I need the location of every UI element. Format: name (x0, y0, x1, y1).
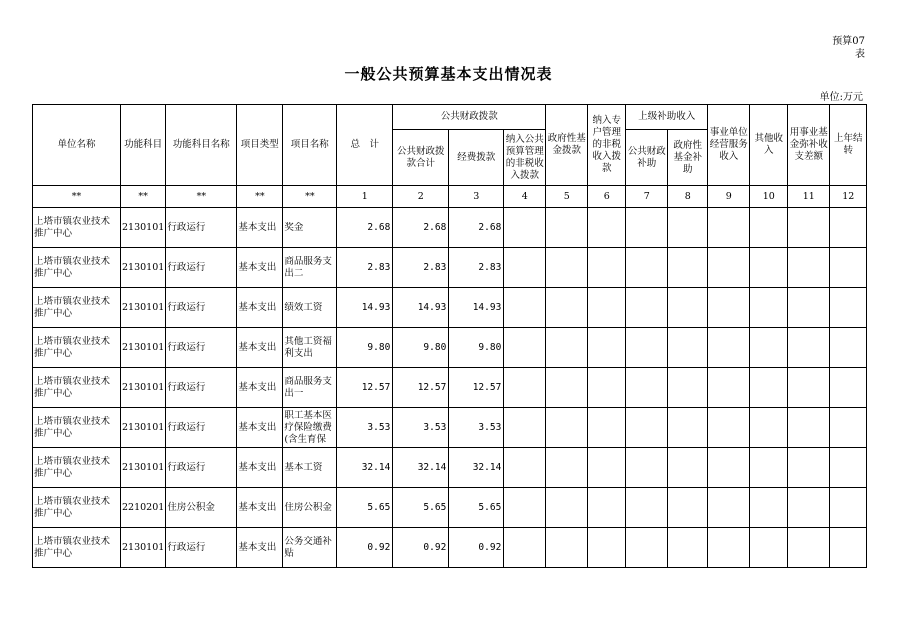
item-name-cell (283, 528, 337, 568)
item-name-cell (283, 288, 337, 328)
item-type-cell-text: 基本支出 (238, 341, 277, 353)
header-public-fiscal: 公共财政拨款 (393, 105, 546, 130)
unit-name-cell (33, 288, 121, 328)
public-fiscal-total-cell (393, 368, 449, 408)
func-name-cell-text: 行政运行 (167, 341, 206, 353)
empty-cell (588, 448, 626, 488)
item-name-cell-text: 公务交通补贴 (284, 535, 332, 559)
empty-cell (504, 208, 546, 248)
unit-name-cell (33, 448, 121, 488)
empty-cell (708, 368, 750, 408)
table-code-line1: 预算07 (832, 36, 865, 47)
header-gov-fund: 政府性基金拨款 (546, 105, 588, 186)
funds-cell (449, 408, 504, 448)
header-carryover: 上年结转 (830, 105, 867, 186)
item-name-cell (283, 408, 337, 448)
table-row (33, 448, 867, 488)
empty-cell (830, 448, 867, 488)
empty-cell (788, 408, 830, 448)
unit-name-cell (33, 248, 121, 288)
empty-cell (668, 208, 708, 248)
item-type-cell-text: 基本支出 (238, 301, 277, 313)
empty-cell (546, 368, 588, 408)
empty-cell (626, 208, 668, 248)
empty-cell (788, 208, 830, 248)
func-code-cell (121, 368, 166, 408)
empty-cell (830, 368, 867, 408)
unit-name-cell-text: 上塔市镇农业技术推广中心 (34, 335, 111, 359)
header-other: 其他收入 (750, 105, 788, 186)
index-cell: 5 (546, 186, 588, 208)
index-cell: 10 (750, 186, 788, 208)
total-cell-text: 5.65 (367, 501, 391, 513)
func-name-cell-text: 行政运行 (167, 301, 206, 313)
table-row (33, 368, 867, 408)
index-row (33, 186, 867, 208)
empty-cell (546, 208, 588, 248)
total-cell (337, 248, 393, 288)
item-name-cell-text: 住房公积金 (284, 501, 332, 513)
unit-name-cell-text: 上塔市镇农业技术推广中心 (34, 375, 111, 399)
public-fiscal-total-cell-text: 3.53 (423, 421, 447, 433)
item-type-cell-text: 基本支出 (238, 381, 277, 393)
func-code-cell (121, 488, 166, 528)
funds-cell-text: 14.93 (472, 301, 502, 313)
header-total: 总 计 (337, 105, 393, 186)
index-cell: ** (283, 186, 337, 208)
header-fund-balance: 用事业基金弥补收支差额 (788, 105, 830, 186)
empty-cell (626, 448, 668, 488)
header-funds: 经费拨款 (449, 130, 504, 186)
empty-cell (708, 248, 750, 288)
unit-name-cell-text: 上塔市镇农业技术推广中心 (34, 495, 111, 519)
empty-cell (708, 408, 750, 448)
func-code-cell (121, 528, 166, 568)
empty-cell (750, 328, 788, 368)
empty-cell (626, 408, 668, 448)
func-name-cell (166, 208, 237, 248)
total-cell-text: 12.57 (361, 381, 391, 393)
item-name-cell (283, 208, 337, 248)
func-code-cell (121, 288, 166, 328)
item-type-cell (237, 248, 283, 288)
empty-cell (830, 488, 867, 528)
funds-cell (449, 328, 504, 368)
empty-cell (588, 488, 626, 528)
unit-name-cell (33, 328, 121, 368)
func-code-cell-text: 2130101 (122, 381, 165, 393)
funds-cell-text: 32.14 (472, 461, 502, 473)
item-name-cell-text: 基本工资 (284, 461, 323, 473)
item-type-cell (237, 328, 283, 368)
empty-cell (668, 408, 708, 448)
empty-cell (626, 528, 668, 568)
func-name-cell (166, 448, 237, 488)
empty-cell (708, 328, 750, 368)
table-code-label (832, 35, 865, 61)
empty-cell (626, 288, 668, 328)
public-fiscal-total-cell (393, 528, 449, 568)
header-upper-public: 公共财政补助 (626, 130, 668, 186)
func-name-cell (166, 408, 237, 448)
table-row (33, 328, 867, 368)
func-name-cell-text: 行政运行 (167, 221, 206, 233)
empty-cell (546, 488, 588, 528)
unit-name-cell-text: 上塔市镇农业技术推广中心 (34, 455, 111, 479)
empty-cell (788, 328, 830, 368)
func-code-cell-text: 2130101 (122, 541, 165, 553)
empty-cell (546, 328, 588, 368)
empty-cell (788, 368, 830, 408)
unit-name-cell (33, 488, 121, 528)
item-name-cell (283, 448, 337, 488)
empty-cell (708, 488, 750, 528)
public-fiscal-total-cell-text: 2.83 (423, 261, 447, 273)
header-upper-subsidy: 上级补助收入 (626, 105, 708, 130)
index-cell: 6 (588, 186, 626, 208)
empty-cell (588, 368, 626, 408)
page-title: 一般公共预算基本支出情况表 (344, 65, 553, 83)
unit-name-cell (33, 408, 121, 448)
index-cell: 1 (337, 186, 393, 208)
total-cell-text: 2.83 (367, 261, 391, 273)
func-code-cell (121, 208, 166, 248)
header-operating: 事业单位经营服务收入 (708, 105, 750, 186)
empty-cell (546, 528, 588, 568)
empty-cell (504, 368, 546, 408)
item-name-cell-text: 绩效工资 (284, 301, 323, 313)
item-type-cell-text: 基本支出 (238, 461, 277, 473)
func-name-cell-text: 行政运行 (167, 461, 206, 473)
empty-cell (788, 248, 830, 288)
item-type-cell (237, 408, 283, 448)
empty-cell (708, 528, 750, 568)
func-name-cell (166, 368, 237, 408)
empty-cell (588, 408, 626, 448)
func-code-cell-text: 2130101 (122, 301, 165, 313)
item-name-cell (283, 328, 337, 368)
empty-cell (750, 248, 788, 288)
unit-name-cell (33, 528, 121, 568)
empty-cell (504, 528, 546, 568)
unit-name-cell-text: 上塔市镇农业技术推广中心 (34, 215, 111, 239)
func-name-cell-text: 住房公积金 (167, 501, 215, 513)
item-name-cell-text: 奖金 (284, 221, 304, 233)
public-fiscal-total-cell-text: 2.68 (423, 221, 447, 233)
total-cell-text: 14.93 (361, 301, 391, 313)
table-row (33, 488, 867, 528)
total-cell (337, 488, 393, 528)
funds-cell-text: 2.68 (478, 221, 502, 233)
empty-cell (830, 528, 867, 568)
total-cell (337, 288, 393, 328)
empty-cell (504, 288, 546, 328)
empty-cell (668, 368, 708, 408)
table-code-line2: 表 (855, 49, 865, 60)
empty-cell (708, 288, 750, 328)
total-cell-text: 32.14 (361, 461, 391, 473)
empty-cell (588, 528, 626, 568)
total-cell (337, 448, 393, 488)
header-item-name: 项目名称 (283, 105, 337, 186)
item-name-cell-text: 商品服务支出一 (284, 375, 332, 399)
table-row (33, 248, 867, 288)
funds-cell (449, 288, 504, 328)
item-type-cell (237, 368, 283, 408)
public-fiscal-total-cell (393, 208, 449, 248)
empty-cell (830, 408, 867, 448)
header-nontax-in-budget: 纳入公共预算管理的非税收入拨款 (504, 130, 546, 186)
public-fiscal-total-cell-text: 5.65 (423, 501, 447, 513)
public-fiscal-total-cell-text: 12.57 (417, 381, 447, 393)
func-code-cell (121, 448, 166, 488)
empty-cell (504, 248, 546, 288)
table-row (33, 408, 867, 448)
index-cell: ** (33, 186, 121, 208)
funds-cell-text: 2.83 (478, 261, 502, 273)
total-cell-text: 3.53 (367, 421, 391, 433)
func-code-cell-text: 2130101 (122, 221, 165, 233)
empty-cell (504, 408, 546, 448)
empty-cell (750, 408, 788, 448)
empty-cell (626, 368, 668, 408)
header-public-fiscal-total: 公共财政拨款合计 (393, 130, 449, 186)
empty-cell (546, 248, 588, 288)
public-fiscal-total-cell (393, 448, 449, 488)
item-name-cell (283, 248, 337, 288)
func-code-cell (121, 248, 166, 288)
public-fiscal-total-cell (393, 248, 449, 288)
total-cell (337, 408, 393, 448)
empty-cell (626, 488, 668, 528)
empty-cell (668, 248, 708, 288)
item-name-cell (283, 488, 337, 528)
item-type-cell (237, 488, 283, 528)
table-row (33, 208, 867, 248)
public-fiscal-total-cell-text: 0.92 (423, 541, 447, 553)
empty-cell (830, 328, 867, 368)
unit-label: 单位:万元 (819, 92, 863, 103)
empty-cell (750, 488, 788, 528)
empty-cell (830, 208, 867, 248)
unit-name-cell (33, 208, 121, 248)
total-cell-text: 0.92 (367, 541, 391, 553)
header-item-type: 项目类型 (237, 105, 283, 186)
total-cell-text: 9.80 (367, 341, 391, 353)
total-cell (337, 528, 393, 568)
empty-cell (788, 488, 830, 528)
func-name-cell-text: 行政运行 (167, 541, 206, 553)
unit-name-cell-text: 上塔市镇农业技术推广中心 (34, 255, 111, 279)
func-name-cell (166, 488, 237, 528)
item-type-cell-text: 基本支出 (238, 421, 277, 433)
item-type-cell-text: 基本支出 (238, 501, 277, 513)
empty-cell (626, 248, 668, 288)
item-name-cell-text: 职工基本医疗保险缴费(含生育保 (284, 409, 332, 445)
public-fiscal-total-cell-text: 9.80 (423, 341, 447, 353)
empty-cell (546, 408, 588, 448)
unit-name-cell-text: 上塔市镇农业技术推广中心 (34, 415, 111, 439)
total-cell (337, 208, 393, 248)
empty-cell (750, 208, 788, 248)
table-row (33, 528, 867, 568)
func-code-cell (121, 408, 166, 448)
empty-cell (750, 368, 788, 408)
func-code-cell-text: 2130101 (122, 461, 165, 473)
funds-cell (449, 248, 504, 288)
index-cell: ** (121, 186, 166, 208)
empty-cell (588, 248, 626, 288)
funds-cell-text: 12.57 (472, 381, 502, 393)
table-row (33, 288, 867, 328)
total-cell-text: 2.68 (367, 221, 391, 233)
empty-cell (708, 208, 750, 248)
header-unit-name: 单位名称 (33, 105, 121, 186)
header-upper-gov-fund: 政府性基金补助 (668, 130, 708, 186)
item-type-cell (237, 208, 283, 248)
funds-cell-text: 0.92 (478, 541, 502, 553)
funds-cell (449, 448, 504, 488)
func-name-cell (166, 328, 237, 368)
funds-cell (449, 368, 504, 408)
func-code-cell-text: 2210201 (122, 501, 165, 513)
func-name-cell-text: 行政运行 (167, 421, 206, 433)
func-code-cell-text: 2130101 (122, 341, 165, 353)
empty-cell (504, 328, 546, 368)
index-cell: 3 (449, 186, 504, 208)
empty-cell (750, 448, 788, 488)
budget-table (32, 104, 867, 568)
index-cell: 4 (504, 186, 546, 208)
public-fiscal-total-cell-text: 32.14 (417, 461, 447, 473)
empty-cell (504, 448, 546, 488)
empty-cell (668, 488, 708, 528)
empty-cell (588, 288, 626, 328)
func-code-cell-text: 2130101 (122, 421, 165, 433)
unit-name-cell-text: 上塔市镇农业技术推广中心 (34, 295, 111, 319)
item-type-cell-text: 基本支出 (238, 261, 277, 273)
empty-cell (588, 208, 626, 248)
item-type-cell (237, 288, 283, 328)
unit-name-cell-text: 上塔市镇农业技术推广中心 (34, 535, 111, 559)
funds-cell (449, 208, 504, 248)
total-cell (337, 368, 393, 408)
empty-cell (668, 328, 708, 368)
index-cell: 8 (668, 186, 708, 208)
item-type-cell-text: 基本支出 (238, 221, 277, 233)
index-cell: 12 (830, 186, 867, 208)
func-name-cell (166, 528, 237, 568)
public-fiscal-total-cell (393, 488, 449, 528)
func-name-cell (166, 288, 237, 328)
empty-cell (588, 328, 626, 368)
header-nontax-special: 纳入专户管理的非税收入拨款 (588, 105, 626, 186)
unit-name-cell (33, 368, 121, 408)
empty-cell (708, 448, 750, 488)
public-fiscal-total-cell (393, 288, 449, 328)
func-code-cell-text: 2130101 (122, 261, 165, 273)
func-name-cell-text: 行政运行 (167, 381, 206, 393)
empty-cell (546, 288, 588, 328)
item-type-cell-text: 基本支出 (238, 541, 277, 553)
index-cell: ** (237, 186, 283, 208)
empty-cell (626, 328, 668, 368)
empty-cell (830, 248, 867, 288)
item-type-cell (237, 448, 283, 488)
empty-cell (750, 288, 788, 328)
func-code-cell (121, 328, 166, 368)
item-name-cell-text: 其他工资福利支出 (284, 335, 332, 359)
public-fiscal-total-cell (393, 328, 449, 368)
item-name-cell (283, 368, 337, 408)
index-cell: ** (166, 186, 237, 208)
empty-cell (788, 528, 830, 568)
total-cell (337, 328, 393, 368)
header-func-code: 功能科目 (121, 105, 166, 186)
header-func-name: 功能科目名称 (166, 105, 237, 186)
index-cell: 11 (788, 186, 830, 208)
funds-cell-text: 5.65 (478, 501, 502, 513)
empty-cell (546, 448, 588, 488)
item-type-cell (237, 528, 283, 568)
index-cell: 7 (626, 186, 668, 208)
public-fiscal-total-cell-text: 14.93 (417, 301, 447, 313)
empty-cell (668, 288, 708, 328)
empty-cell (504, 488, 546, 528)
funds-cell-text: 3.53 (478, 421, 502, 433)
funds-cell-text: 9.80 (478, 341, 502, 353)
empty-cell (668, 448, 708, 488)
index-cell: 2 (393, 186, 449, 208)
public-fiscal-total-cell (393, 408, 449, 448)
empty-cell (750, 528, 788, 568)
empty-cell (668, 528, 708, 568)
empty-cell (788, 288, 830, 328)
funds-cell (449, 488, 504, 528)
item-name-cell-text: 商品服务支出二 (284, 255, 332, 279)
empty-cell (830, 288, 867, 328)
index-cell: 9 (708, 186, 750, 208)
func-name-cell-text: 行政运行 (167, 261, 206, 273)
func-name-cell (166, 248, 237, 288)
empty-cell (788, 448, 830, 488)
funds-cell (449, 528, 504, 568)
